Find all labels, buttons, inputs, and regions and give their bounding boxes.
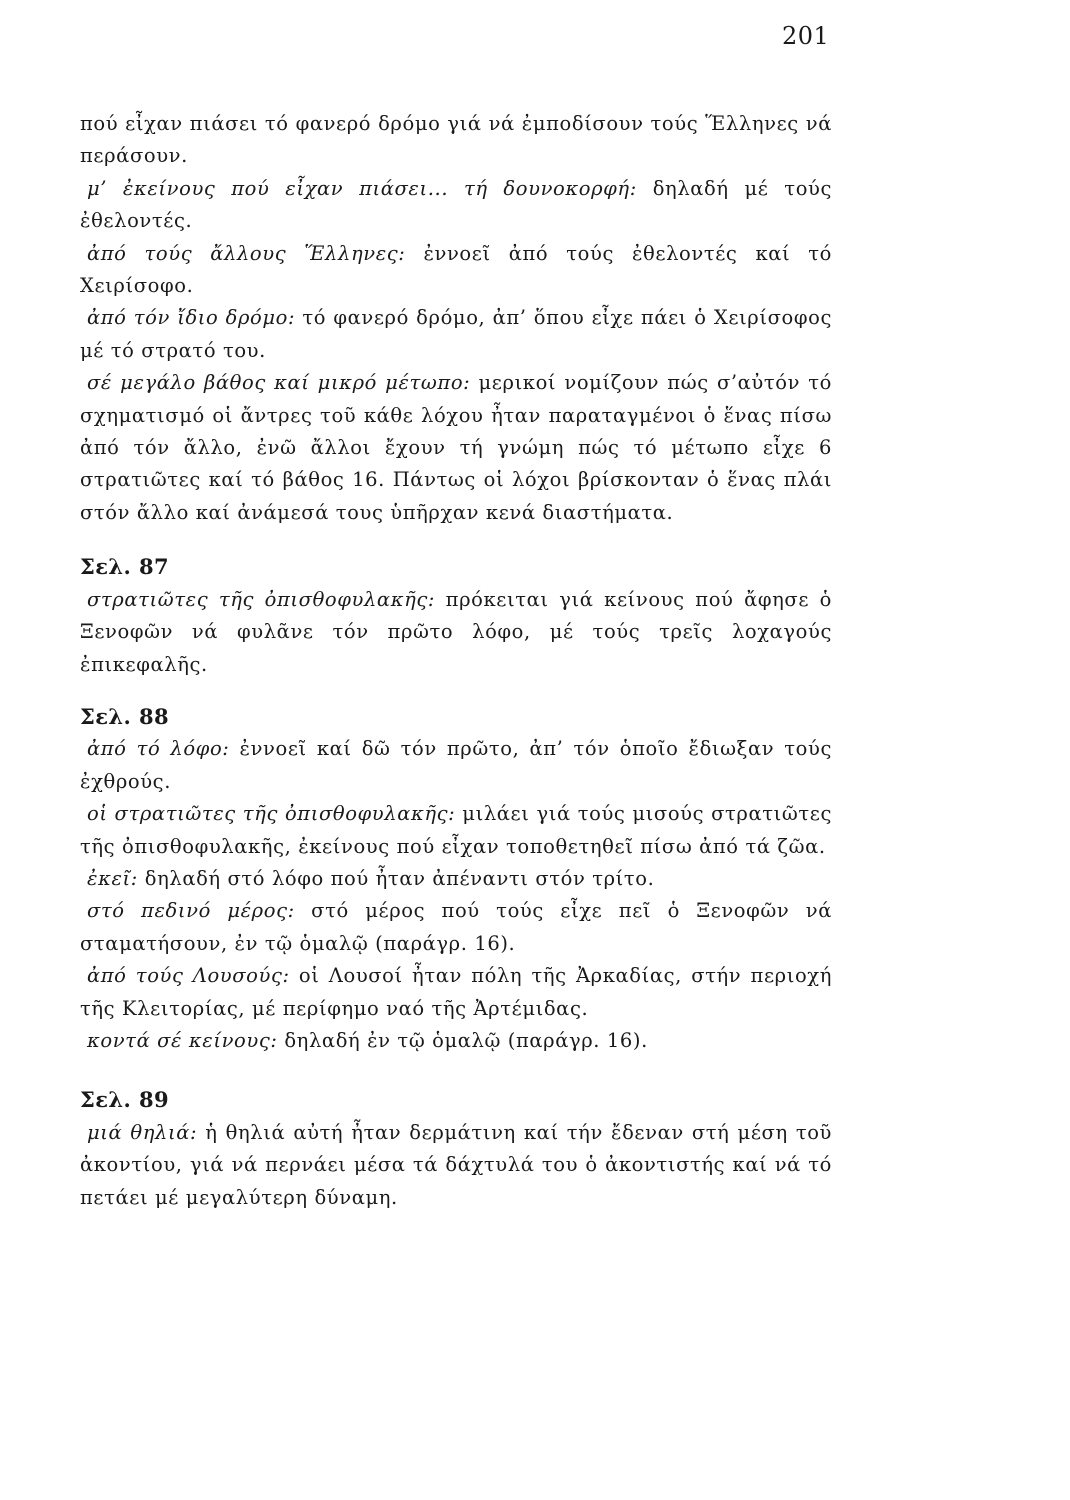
continuation-paragraph: πού εἶχαν πιάσει τό φανερό δρόμο γιά νά ἐμποδίσουν τούς Ἕλληνες νά περάσουν. (80, 112, 832, 168)
gloss-entry (80, 798, 832, 863)
gloss-term: ἀπό τούς Λουσούς: (87, 964, 290, 988)
gloss-term: ἀπό τό λόφο: (87, 737, 230, 761)
gloss-entry (80, 367, 832, 529)
gloss-text: πρόκειται γιά κείνους πού ἄφησε ὁ Ξενοφῶν νά φυλᾶνε τόν πρῶτο λόφο, μέ τούς τρεῖς λοχαγούς ἐπικεφαλῆς. (80, 587, 832, 676)
gloss-entry (80, 895, 832, 960)
gloss-entry (80, 1025, 832, 1057)
gloss-term: μ’ ἐκείνους πού εἶχαν πιάσει... τή δουνοκορφή: (87, 176, 637, 200)
gloss-entry (80, 863, 832, 895)
gloss-text: ἐννοεῖ καί δῶ τόν πρῶτο, ἀπ’ τόν ὁποῖο ἔδιωξαν τούς ἐχθρούς. (80, 737, 832, 793)
section-heading-89: Σελ. 89 (80, 1087, 169, 1113)
gloss-text: ἡ θηλιά αὐτή ἦταν δερμάτινη καί τήν ἔδεναν στή μέση τοῦ ἀκοντίου, γιά νά περνάει μέσα τά δάχτυλά του ὁ ἀκοντιστής καί νά τό πετάει μέ μεγαλύτερη δύναμη. (80, 1120, 833, 1209)
gloss-text: οἱ Λουσοί ἦταν πόλη τῆς Ἀρκαδίας, στήν περιοχή τῆς Κλειτορίας, μέ περίφημο ναό τῆς Ἀρτέμιδας. (80, 964, 832, 1020)
gloss-text: δηλαδή ἐν τῷ ὁμαλῷ (παράγρ. 16). (277, 1028, 648, 1052)
gloss-text: στό μέρος πού τούς εἶχε πεῖ ὁ Ξενοφῶν νά σταματήσουν, ἐν τῷ ὁμαλῷ (παράγρ. 16). (80, 899, 832, 955)
gloss-entry (80, 173, 832, 238)
gloss-term: μιά θηλιά: (87, 1120, 198, 1144)
gloss-entry (80, 584, 832, 681)
gloss-term: στρατιῶτες τῆς ὀπισθοφυλακῆς: (87, 587, 436, 611)
gloss-term: κοντά σέ κείνους: (87, 1028, 278, 1052)
gloss-term: ἀπό τούς ἄλλους Ἕλληνες: (87, 241, 406, 265)
page-body (80, 108, 832, 1214)
gloss-text: μιλάει γιά τούς μισούς στρατιῶτες τῆς ὀπισθοφυλακῆς, ἐκείνους πού εἶχαν τοποθετηθεῖ πίσω ἀπό τά ζῶα. (80, 802, 832, 858)
gloss-text: τό φανερό δρόμο, ἀπ’ ὅπου εἶχε πάει ὁ Χειρίσοφος μέ τό στρατό του. (80, 306, 832, 362)
gloss-entry (80, 302, 832, 367)
gloss-text: ἐννοεῖ ἀπό τούς ἐθελοντές καί τό Χειρίσοφο. (80, 241, 833, 298)
page-number: 201 (782, 22, 830, 50)
section-heading-87: Σελ. 87 (80, 554, 169, 580)
gloss-term: οἱ στρατιῶτες τῆς ὀπισθοφυλακῆς: (87, 802, 456, 826)
gloss-text: δηλαδή στό λόφο πού ἦταν ἀπέναντι στόν τρίτο. (137, 866, 655, 890)
section-heading-88: Σελ. 88 (80, 703, 169, 729)
gloss-entry (80, 960, 832, 1025)
gloss-entry (80, 238, 832, 303)
gloss-term: σέ μεγάλο βάθος καί μικρό μέτωπο: (87, 371, 471, 395)
gloss-term: ἀπό τόν ἴδιο δρόμο: (87, 306, 296, 330)
gloss-text: δηλαδή μέ τούς ἐθελοντές. (80, 176, 833, 233)
gloss-entry (80, 1117, 832, 1214)
gloss-term: στό πεδινό μέρος: (87, 899, 295, 923)
gloss-text: μερικοί νομίζουν πώς σ’αὐτόν τό σχηματισμό οἱ ἄντρες τοῦ κάθε λόχου ἦταν παραταγμένοι ὁ ἕνας πίσω ἀπό τόν ἄλλο, ἐνῶ ἄλλοι ἔχουν τή γνώμη πώς τό μέτωπο εἶχε 6 στρατιῶτες καί τό βάθος 16. Πάντως οἱ λόχοι βρίσκονταν ὁ ἕνας πλάι στόν ἄλλο καί ἀνάμεσά τους ὑπῆρχαν κενά διαστήματα. (80, 371, 832, 524)
gloss-entry (80, 733, 832, 798)
gloss-term: ἐκεῖ: (87, 866, 138, 890)
